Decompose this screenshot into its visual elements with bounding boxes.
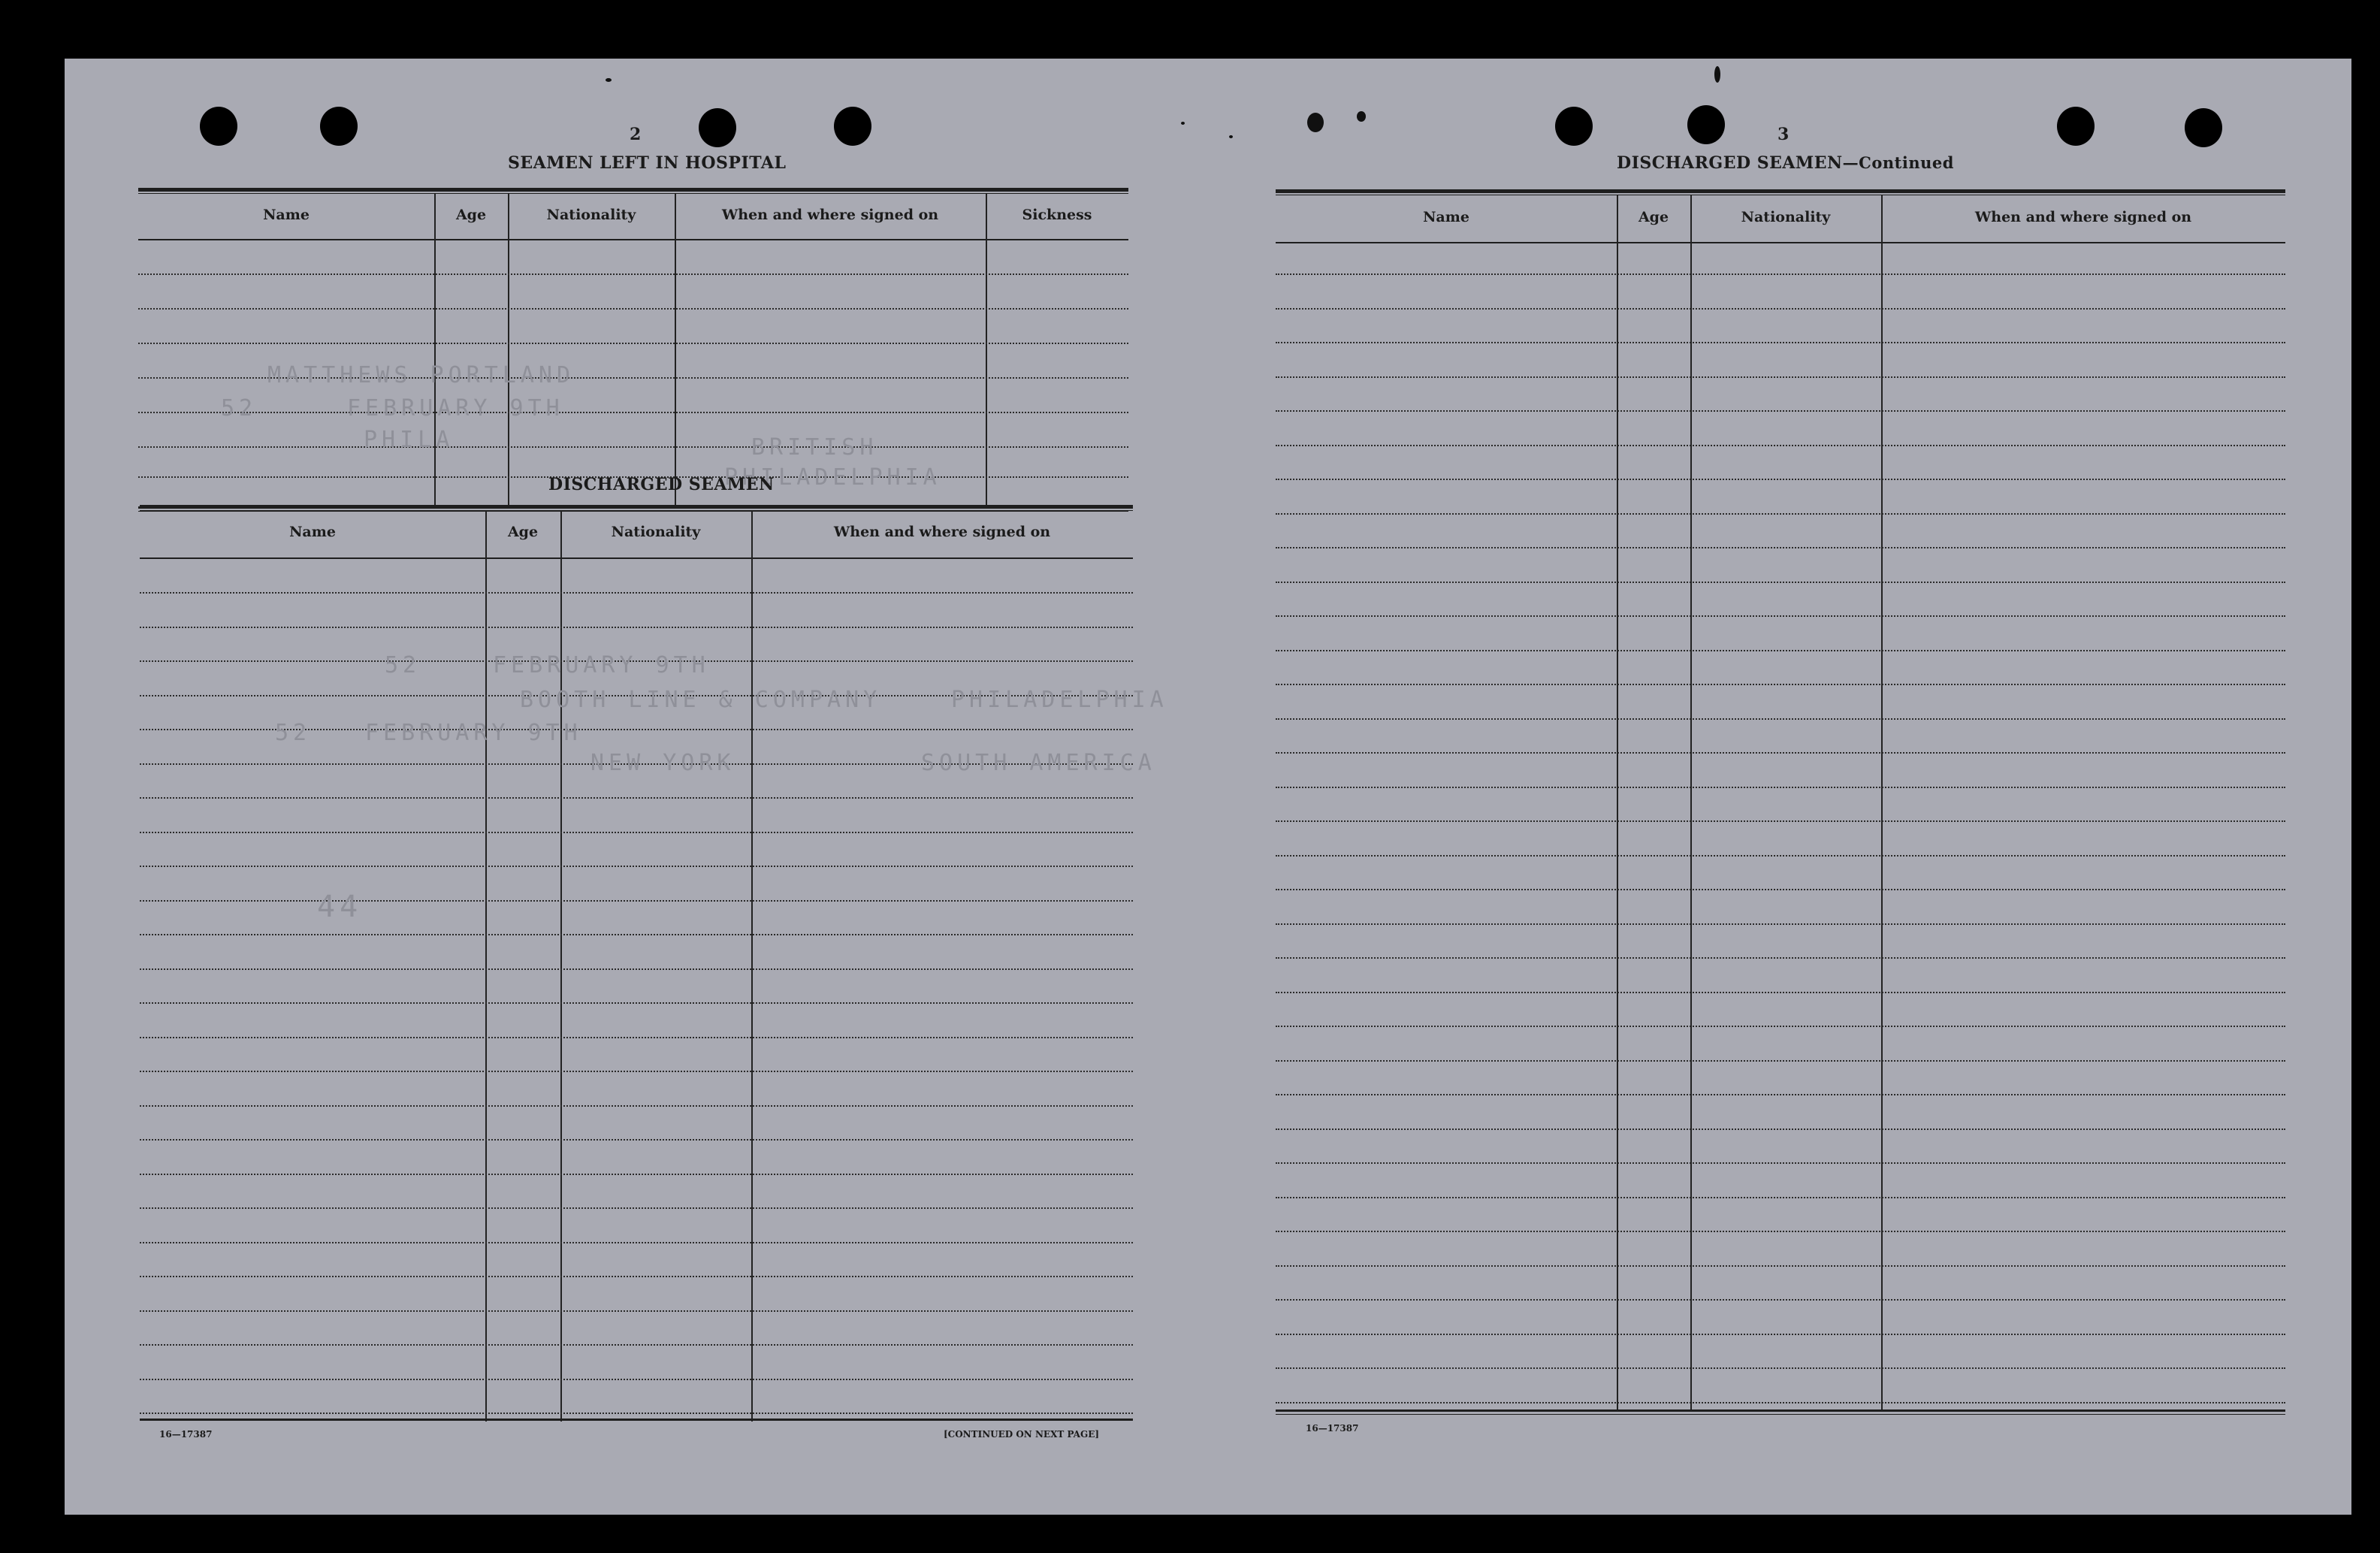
page-number-left: 2: [630, 125, 642, 144]
column-divider: [434, 194, 436, 506]
ink-speck: [1229, 135, 1233, 138]
column-header-age: Age: [1638, 209, 1669, 225]
bleed-through-text: FEBRUARY 9TH: [493, 652, 710, 678]
ink-speck: [606, 78, 612, 82]
table-rule: [1276, 1409, 2285, 1412]
row-line: [1276, 308, 2285, 310]
punch-hole: [699, 108, 736, 147]
column-header-age: Age: [507, 524, 539, 540]
row-line: [1276, 547, 2285, 548]
row-line: [1276, 376, 2285, 378]
row-line: [1276, 410, 2285, 412]
row-line: [138, 273, 1128, 275]
table-header: [138, 194, 1128, 236]
title-suffix: —Continued: [1842, 153, 1954, 172]
row-line: [140, 1037, 1133, 1038]
bleed-through-text: PHILADELPHIA: [724, 464, 941, 491]
row-line: [1276, 615, 2285, 617]
column-header-nationality: Nationality: [546, 207, 636, 223]
column-header-signed-on: When and where signed on: [833, 524, 1051, 540]
table-header: [1276, 195, 2285, 239]
row-line: [140, 1139, 1133, 1141]
row-line: [140, 797, 1133, 799]
row-line: [138, 308, 1128, 310]
row-line: [1276, 1402, 2285, 1403]
row-line: [1276, 820, 2285, 822]
row-line: [138, 343, 1128, 344]
row-line: [138, 446, 1128, 448]
ink-speck: [1307, 113, 1324, 132]
column-divider: [560, 511, 562, 1422]
row-line: [1276, 1162, 2285, 1164]
punch-hole: [200, 107, 237, 146]
row-line: [140, 1071, 1133, 1072]
row-line: [1276, 1231, 2285, 1232]
row-line: [1276, 1265, 2285, 1267]
punch-hole: [2057, 107, 2095, 146]
column-header-age: Age: [455, 207, 487, 223]
row-line: [1276, 718, 2285, 720]
row-line: [1276, 582, 2285, 583]
row-line: [1276, 342, 2285, 343]
table-rule: [138, 239, 1128, 240]
row-line: [1276, 855, 2285, 857]
row-line: [140, 627, 1133, 628]
column-header-nationality: Nationality: [611, 524, 701, 540]
row-line: [140, 1105, 1133, 1107]
form-number-right: 16—17387: [1306, 1423, 1359, 1434]
bleed-through-text: BRITISH: [751, 434, 878, 461]
document-sheet: [65, 59, 2351, 1515]
discharged-continued-title: [1617, 153, 1954, 173]
column-divider: [508, 194, 509, 506]
punch-hole: [834, 107, 871, 146]
row-line: [1276, 1128, 2285, 1130]
title-text: DISCHARGED SEAMEN: [1617, 153, 1843, 173]
row-line: [140, 832, 1133, 833]
row-line: [140, 900, 1133, 902]
bleed-through-text: FEBRUARY 9TH: [365, 720, 582, 746]
column-header-signed-on: When and where signed on: [721, 207, 939, 223]
row-line: [140, 1310, 1133, 1312]
column-divider: [675, 194, 676, 506]
bleed-through-mark: 44: [317, 890, 363, 924]
column-divider: [485, 511, 487, 1422]
table-rule: [1276, 1414, 2285, 1415]
punch-hole: [2185, 108, 2222, 147]
row-line: [1276, 752, 2285, 754]
row-line: [140, 1344, 1133, 1346]
row-line: [140, 592, 1133, 594]
hospital-section-title: SEAMEN LEFT IN HOSPITAL: [508, 153, 787, 173]
table-rule: [1276, 242, 2285, 243]
row-line: [1276, 1094, 2285, 1095]
row-line: [140, 1242, 1133, 1243]
bleed-through-text: 52: [221, 395, 258, 421]
bleed-through-text: PHILA: [364, 427, 455, 453]
table-rule: [140, 505, 1133, 509]
column-divider: [1617, 195, 1618, 1411]
row-line: [140, 968, 1133, 970]
bleed-through-text: 52: [275, 720, 312, 746]
row-line: [1276, 445, 2285, 446]
hospital-table: [138, 188, 1128, 512]
column-divider: [751, 511, 753, 1422]
row-line: [140, 866, 1133, 867]
row-line: [140, 934, 1133, 935]
column-divider: [1881, 195, 1883, 1411]
row-line: [140, 1276, 1133, 1277]
table-rule: [140, 1419, 1133, 1421]
row-line: [1276, 1026, 2285, 1027]
page-number-right: 3: [1777, 125, 1790, 144]
form-number-left: 16—17387: [159, 1429, 213, 1440]
row-line: [1276, 992, 2285, 993]
bleed-through-text: PHILADELPHIA: [951, 687, 1168, 713]
discharged-section-title: DISCHARGED SEAMEN: [548, 475, 775, 494]
row-line: [140, 1413, 1133, 1414]
row-line: [140, 1379, 1133, 1380]
table-rule: [140, 557, 1133, 559]
ink-speck: [1357, 111, 1366, 122]
row-line: [1276, 684, 2285, 685]
column-header-sickness: Sickness: [1022, 207, 1092, 223]
ink-speck: [1181, 122, 1185, 125]
row-line: [1276, 889, 2285, 890]
row-line: [1276, 479, 2285, 480]
row-line: [1276, 1060, 2285, 1062]
column-header-nationality: Nationality: [1741, 209, 1831, 225]
row-line: [1276, 1197, 2285, 1198]
punch-hole: [1555, 107, 1593, 146]
column-header-name: Name: [263, 207, 310, 223]
row-line: [140, 1002, 1133, 1004]
column-header-signed-on: When and where signed on: [1974, 209, 2192, 225]
row-line: [138, 412, 1128, 413]
table-header: [140, 511, 1133, 553]
row-line: [1276, 1334, 2285, 1335]
ink-speck: [1714, 66, 1720, 83]
row-line: [1276, 1299, 2285, 1301]
discharged-continued-table: [1276, 189, 2285, 1414]
continued-note: [CONTINUED ON NEXT PAGE]: [944, 1429, 1100, 1440]
punch-hole: [1687, 105, 1725, 144]
bleed-through-text: 52: [385, 652, 421, 678]
row-line: [1276, 650, 2285, 651]
row-line: [140, 1207, 1133, 1209]
row-line: [140, 1174, 1133, 1175]
bleed-through-text: BOOTH LINE & COMPANY: [520, 687, 882, 713]
row-line: [1276, 273, 2285, 275]
discharged-table: [140, 505, 1168, 1422]
bleed-through-text: FEBRUARY 9TH: [347, 395, 564, 421]
row-line: [1276, 787, 2285, 788]
column-header-name: Name: [1423, 209, 1469, 225]
punch-hole: [320, 107, 358, 146]
bleed-through-text: SOUTH AMERICA: [921, 750, 1156, 776]
table-rule: [138, 188, 1128, 192]
row-line: [1276, 1367, 2285, 1369]
row-line: [1276, 923, 2285, 925]
row-line: [1276, 957, 2285, 959]
table-rule: [1276, 189, 2285, 193]
bleed-through-text: NEW YORK: [590, 750, 735, 776]
column-divider: [986, 194, 987, 506]
column-header-name: Name: [289, 524, 336, 540]
column-divider: [1690, 195, 1692, 1411]
row-line: [1276, 513, 2285, 515]
bleed-through-text: MATTHEWS PORTLAND: [267, 362, 575, 388]
